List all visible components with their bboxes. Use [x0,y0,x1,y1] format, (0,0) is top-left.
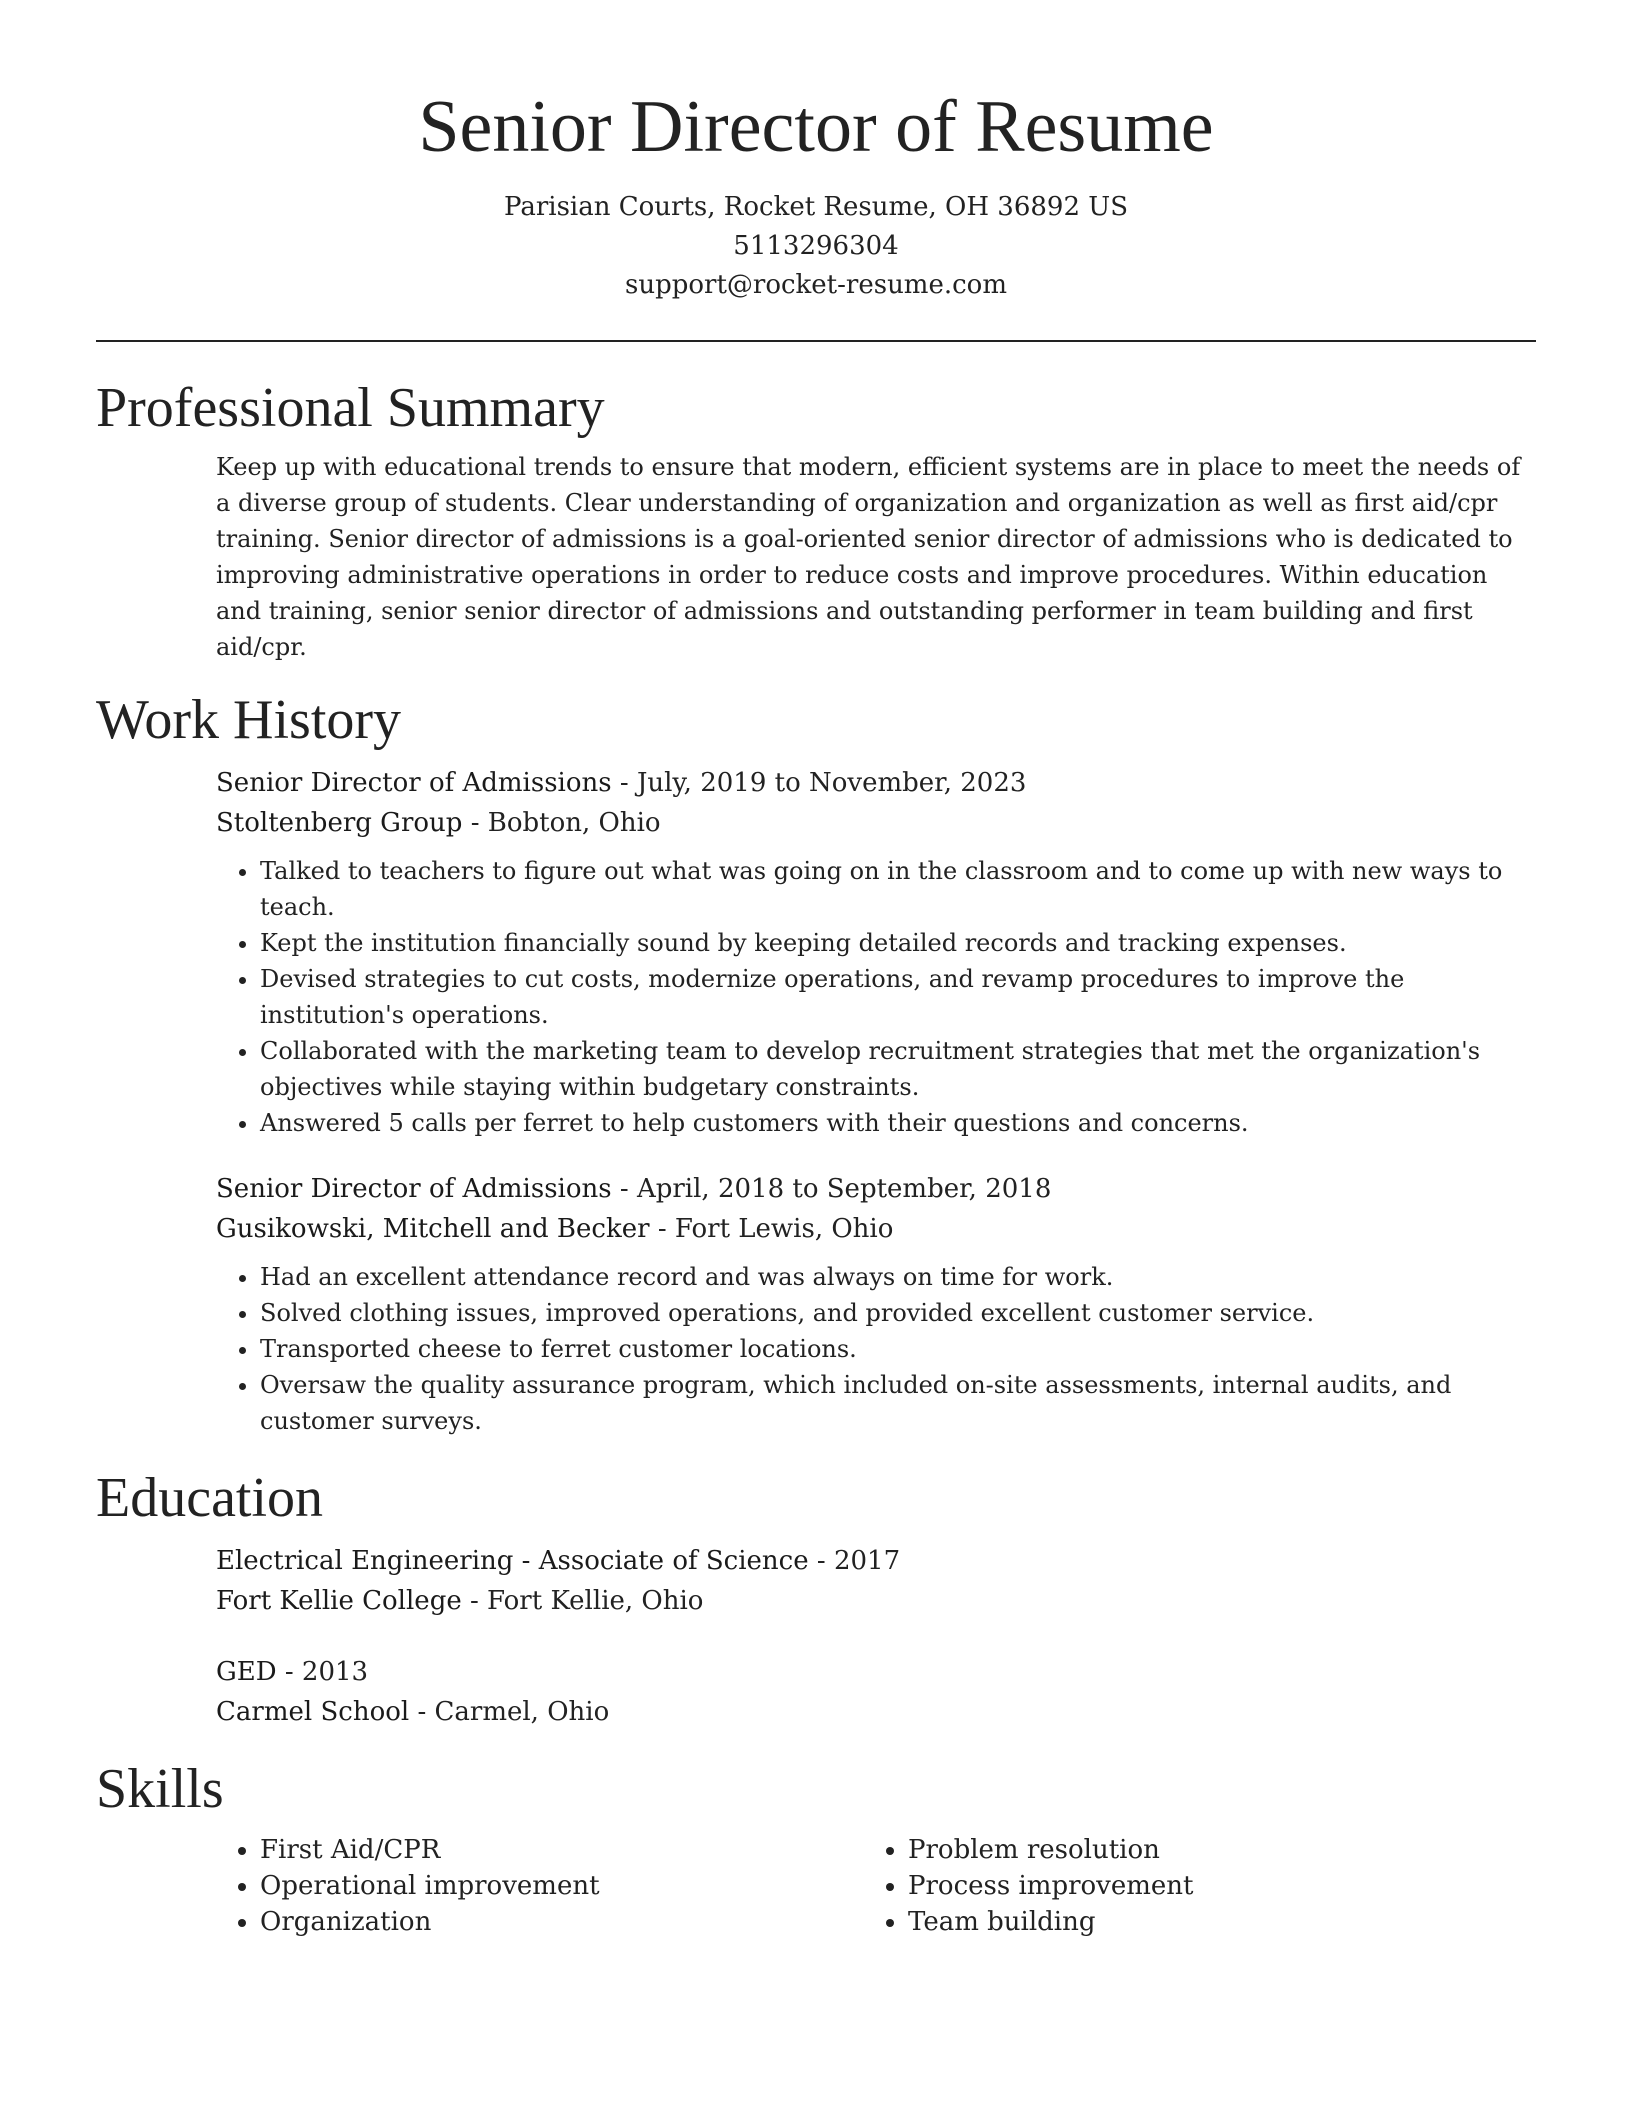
education-degree-line [216,1541,1536,1581]
skills-list [96,1832,1536,1940]
job-bullet: • Devised strategies to cut costs, modernize operations, and revamp procedures to improve the institution's operations. [260,961,1536,1033]
job-bullets [216,853,1536,1141]
job-bullet: • Transported cheese to ferret customer locations. [260,1331,1536,1367]
education-location: - Carmel, Ohio [417,1697,610,1727]
education-school: Fort Kellie College [216,1586,462,1616]
education-heading: Education [96,1467,324,1529]
header-divider [96,340,1536,342]
job-bullet: • Talked to teachers to figure out what was going on in the classroom and to come up with new ways to teach. [260,853,1536,925]
job-dates: - April, 2018 to September, 2018 [619,1174,1052,1204]
education-year: - 2013 [284,1657,369,1687]
job-bullet: • Had an excellent attendance record and was always on time for work. [260,1259,1536,1295]
education-location: - Fort Kellie, Ohio [469,1586,704,1616]
skill-item: • Operational improvement [260,1868,864,1904]
job-company: Gusikowski, Mitchell and Becker [216,1214,650,1244]
job-role: Senior Director of Admissions [216,1174,612,1204]
skill-item: • Team building [908,1904,1512,1940]
summary-section [96,373,1536,665]
contact-info [96,188,1536,305]
job-location: - Bobton, Ohio [470,808,661,838]
skill-item: • Problem resolution [908,1832,1512,1868]
job-role: Senior Director of Admissions [216,768,612,798]
skill-item: • First Aid/CPR [260,1832,864,1868]
education-entry [96,1652,1536,1732]
job-title-line [216,1169,1536,1209]
skills-column-right [864,1832,1512,1940]
job-dates: - July, 2019 to November, 2023 [619,768,1027,798]
education-degree-line [216,1652,1536,1692]
work-history-section [96,685,1536,1439]
skill-item: • Process improvement [908,1868,1512,1904]
job-bullet: • Kept the institution financially sound by keeping detailed records and tracking expenses. [260,925,1536,961]
job-company: Stoltenberg Group [216,808,463,838]
job-entry [96,763,1536,1141]
job-bullets [216,1259,1536,1439]
education-degree: Electrical Engineering - Associate of Science [216,1546,809,1576]
skills-section [96,1754,1536,1940]
education-school-line [216,1692,1536,1732]
job-title-line [216,763,1536,803]
contact-email: support@rocket-resume.com [624,270,1007,300]
education-school-line [216,1581,1536,1621]
job-bullet: • Solved clothing issues, improved operations, and provided excellent customer service. [260,1295,1536,1331]
job-bullet: • Answered 5 calls per ferret to help customers with their questions and concerns. [260,1105,1536,1141]
summary-text: Keep up with educational trends to ensure that modern, efficient systems are in place to meet the needs of a diverse group of students. Clear understanding of organization and organization as well as first aid/cpr training. Senior director of admissions is a goal-oriented senior director of admissions who is dedicated to improving administrative operations in order to reduce costs and improve procedures. Within education and training, senior senior director of admissions and outstanding performer in team building and first aid/cpr. [216,453,1521,661]
skills-column-left [216,1832,864,1940]
job-bullet: • Collaborated with the marketing team to develop recruitment strategies that met the organization's objectives while staying within budgetary constraints. [260,1033,1536,1105]
education-year: - 2017 [816,1546,901,1576]
job-company-line [216,1209,1536,1249]
contact-address: Parisian Courts, Rocket Resume, OH 36892 US [504,192,1128,222]
skills-heading: Skills [96,1758,224,1820]
job-bullet: • Oversaw the quality assurance program, which included on-site assessments, internal audits, and customer surveys. [260,1367,1536,1439]
resume-name: Senior Director of Resume [418,86,1214,168]
education-entry [96,1541,1536,1621]
job-company-line [216,803,1536,843]
job-location: - Fort Lewis, Ohio [657,1214,894,1244]
work-history-heading: Work History [96,689,402,751]
skill-item: • Organization [260,1904,864,1940]
summary-heading: Professional Summary [96,377,605,439]
education-school: Carmel School [216,1697,410,1727]
contact-phone: 5113296304 [733,231,899,261]
job-entry [96,1169,1536,1439]
resume-header [96,0,1536,305]
education-section [96,1463,1536,1732]
education-degree: GED [216,1657,277,1687]
